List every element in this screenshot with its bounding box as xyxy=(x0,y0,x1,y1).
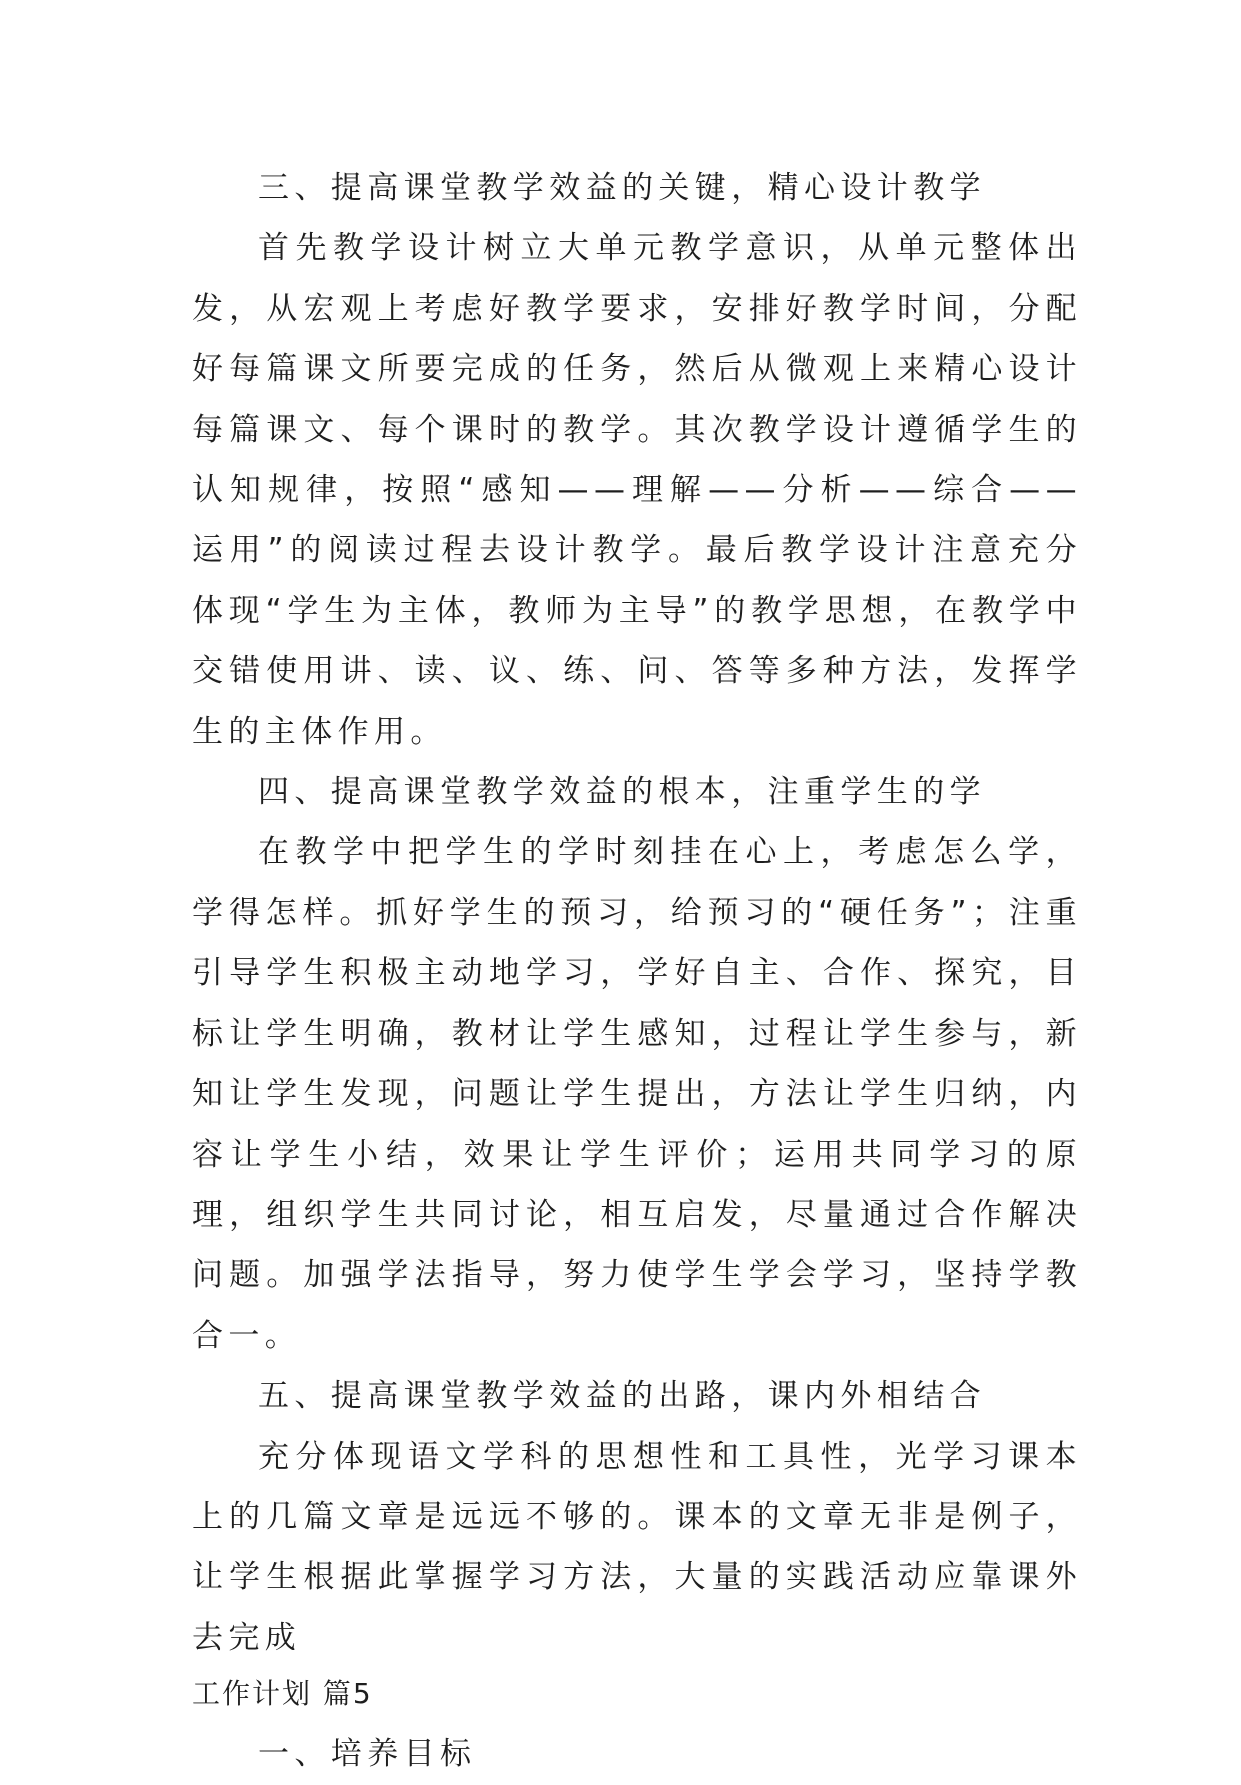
plan-title: 工作计划 篇5 xyxy=(192,1677,373,1711)
section-heading-5: 五、提高课堂教学效益的出路，课内外相结合 xyxy=(258,1378,986,1415)
section-heading-3: 三、提高课堂教学效益的关键，精心设计教学 xyxy=(258,170,986,206)
body-paragraph: 在教学中把学生的学时刻挂在心上，考虑怎么学，学得怎样。抓好学生的预习，给预习的“硬任务”；注重引导学生积极主动地学习，学好自主、合作、探究，目标让学生明确，教材让学生感知，过程让学生参与，新知让学生发现，问题让学生提出，方法让学生归纳，内容让学生小结，效果让学生评价；运用共同学习的原理，组织学生共同讨论，相互启发，尽量通过合作解决问题。加强学法指导，努力使学生学会学习，坚持学教合一。 xyxy=(192,834,1082,1354)
section-heading-1: 一、培养目标 xyxy=(258,1736,477,1773)
document-page xyxy=(192,158,1082,1785)
body-paragraph: 首先教学设计树立大单元教学意识，从单元整体出发，从宏观上考虑好教学要求，安排好教学时间，分配好每篇课文所要完成的任务，然后从微观上来精心设计每篇课文、每个课时的教学。其次教学设计遵循学生的认知规律，按照“感知——理解——分析——综合——运用”的阅读过程去设计教学。最后教学设计注意充分体现“学生为主体，教师为主导”的教学思想，在教学中交错使用讲、读、议、练、问、答等多种方法，发挥学生的主体作用。 xyxy=(192,230,1082,750)
body-paragraph: 充分体现语文学科的思想性和工具性，光学习课本上的几篇文章是远远不够的。课本的文章无非是例子，让学生根据此掌握学习方法，大量的实践活动应靠课外去完成 xyxy=(192,1438,1082,1656)
section-heading-4: 四、提高课堂教学效益的根本，注重学生的学 xyxy=(258,774,986,811)
